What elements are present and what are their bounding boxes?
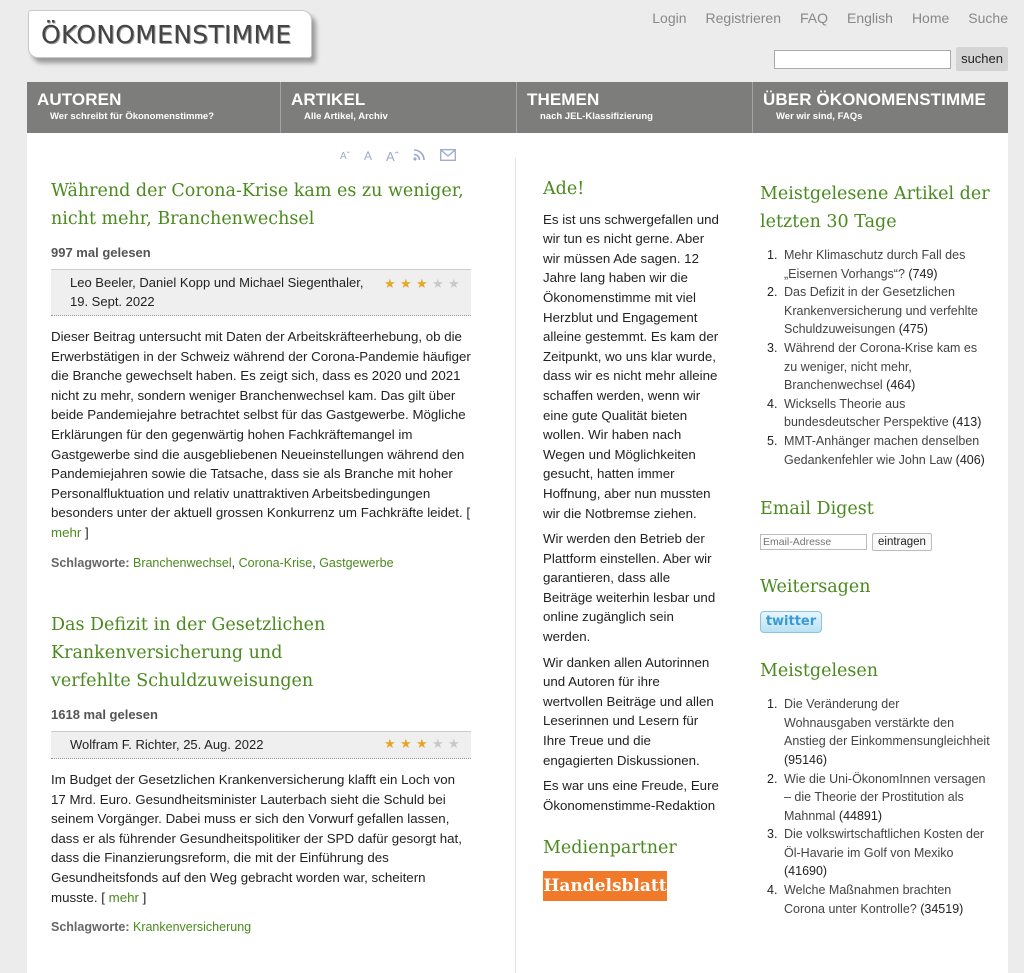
list-count: (413) [952, 415, 982, 430]
site-logo[interactable] [28, 10, 316, 62]
list-link[interactable]: Die volkswirtschaftlichen Kosten der Öl-Havarie im Golf von Mexiko [784, 827, 985, 860]
star-icon[interactable]: ★ [384, 276, 396, 291]
list-link[interactable]: Welche Maßnahmen brachten Corona unter Kontrolle? [784, 883, 952, 916]
article-date: 25. Aug. 2022 [183, 737, 264, 752]
logo-box [28, 10, 312, 58]
decrease-font-icon[interactable]: Aˇ [340, 150, 350, 162]
nav-autoren[interactable] [27, 82, 281, 133]
farewell-paragraph: Wir werden den Betrieb der Plattform einstellen. Aber wir garantieren, dass alle Beiträge weiterhin lesbar und online zugänglich sein werden. [543, 531, 716, 645]
list-item[interactable] [760, 395, 990, 432]
list-item[interactable] [760, 695, 990, 769]
list-count: (475) [898, 322, 928, 337]
list-count: (41690) [784, 864, 828, 879]
star-icon[interactable]: ★ [400, 736, 412, 751]
article-title[interactable]: Das Defizit in der Gesetzlichen Krankenversicherung und verfehlte Schuldzuweisungen [51, 615, 326, 691]
star-icon[interactable]: ★ [416, 736, 428, 751]
list-count: (95146) [784, 752, 828, 767]
list-item[interactable] [760, 770, 990, 826]
home-link[interactable]: Home [911, 10, 950, 26]
handelsblatt-logo[interactable]: Handelsblatt [543, 871, 667, 901]
author-names[interactable]: Wolfram F. Richter, [70, 737, 180, 752]
email-field[interactable] [760, 534, 867, 550]
search-input[interactable] [774, 50, 951, 69]
list-count: (34519) [920, 901, 964, 916]
article-2 [51, 611, 471, 934]
farewell-paragraph: Wir danken allen Autorinnen und Autoren für ihre wertvollen Beiträge und allen Leserinnen und Lesern für Ihre Treue und die engagierten Diskussionen. [543, 654, 714, 768]
email-icon[interactable] [440, 149, 456, 164]
article-1 [51, 177, 471, 570]
search-link[interactable]: Suche [968, 10, 1008, 26]
article-title[interactable]: Während der Corona-Krise kam es zu weniger, nicht mehr, Branchenwechsel [51, 181, 464, 229]
list-number: 1. [767, 248, 778, 262]
tags-label: Schlagworte: [51, 920, 130, 935]
twitter-button[interactable]: twitter [760, 611, 822, 633]
nav-themen[interactable] [517, 82, 753, 133]
article-tools [340, 148, 456, 164]
list-number: 5. [767, 433, 778, 448]
list-item[interactable] [760, 246, 990, 283]
tag-link[interactable]: Gastgewerbe [319, 555, 394, 570]
nav-title: THEMEN [527, 90, 600, 109]
list-item[interactable] [760, 825, 990, 881]
list-number: 4. [767, 883, 778, 898]
tags: Schlagworte: Branchenwechsel, Corona-Krise, Gastgewerbe [51, 555, 394, 570]
read-count: 997 mal gelesen [51, 245, 151, 260]
star-icon[interactable]: ★ [400, 276, 412, 291]
list-link[interactable]: Die Veränderung der Wohnausgaben verstärkte den Anstieg der Einkommensungleichheit [784, 697, 990, 749]
list-count: (464) [886, 378, 916, 393]
tag-link[interactable]: Branchenwechsel [132, 555, 232, 570]
logo-text: ÖKONOMENSTIMME [41, 20, 292, 49]
faq-link[interactable]: FAQ [800, 10, 829, 26]
article-abstract: Dieser Beitrag untersucht mit Daten der Arbeitskräfteerhebung, ob die Erwerbstätigen in der Schweiz während der Corona-Pandemie häufiger die Branche gewechselt haben. Es zeigt sich, dass es 2020 und 2021 nicht zu mehr, sondern weniger Branchenwechsel kam. Das gilt über beide Pandemiejahre betrachtet selbst für das Gastgewerbe. Mögliche Erklärungen für den gegenwärtig hohen Fachkräftemangel im Gastgewerbe sind die ausgebliebenen Neueinstellungen während den Pandemiejahren sowie die Tatsache, dass sie als Branche mit hoher Personalfluktuation und relativ unattraktiven Arbeitsbedingungen besonders unter der aktuell grossen Konkurrenz um Fachkräfte leidet. [ mehr ] [51, 329, 471, 540]
login-link[interactable]: Login [652, 10, 687, 26]
article-abstract: Im Budget der Gesetzlichen Krankenversicherung klafft ein Loch von 17 Mrd. Euro. Gesundheitsminister Lauterbach sieht die Schuld bei seinem Vorgänger. Dabei muss er sich den Vorwurf gefallen lassen, dass er als führender Gesundheitspolitiker der SPD dafür gesorgt hat, dass die Finanzierungsreform, die mit der Einführung des Gesundheitsfonds auf den Weg gebracht worden war, scheitern musste. [ mehr ] [51, 772, 462, 905]
read-count: 1618 mal gelesen [51, 707, 158, 722]
list-count: (406) [955, 452, 985, 467]
tag-link[interactable]: Corona-Krise [238, 555, 313, 570]
subscribe-button[interactable]: eintragen [872, 533, 932, 551]
star-icon[interactable]: ★ [384, 736, 396, 751]
list-link[interactable]: Wicksells Theorie aus bundesdeutscher Perspektive [784, 396, 949, 430]
list-number: 4. [767, 396, 778, 411]
list-item[interactable] [760, 881, 990, 918]
nav-ueber[interactable] [753, 82, 1008, 133]
star-icon[interactable]: ★ [448, 736, 460, 751]
list-link[interactable]: MMT-Anhänger machen denselben Gedankenfehler wie John Law [784, 433, 980, 467]
top-nav [652, 10, 1008, 26]
list-link[interactable]: Während der Corona-Krise kam es zu weniger, nicht mehr, Branchenwechsel [784, 340, 978, 393]
english-link[interactable]: English [847, 10, 893, 26]
nav-subtitle: Wer wir sind, FAQs [776, 111, 863, 122]
list-number: 1. [767, 697, 778, 712]
farewell-paragraph: Es ist uns schwergefallen und wir tun es nicht gerne. Aber wir müssen Ade sagen. 12 Jahre lang haben wir die Ökonomenstimme mit viel Herzblut und Engagement alleine gestemmt. Es kam der Zeitpunkt, wo uns klar wurde, dass wir es nicht mehr alleine schaffen werden, wenn wir eine gute Qualität bieten wollen. Wir haben nach Wegen und Möglichkeiten gesucht, hatten immer Hoffnung, aber nun mussten wir die Notbremse ziehen. [543, 211, 719, 521]
search-form [774, 47, 1008, 71]
list-link[interactable]: Das Defizit in der Gesetzlichen Krankenversicherung und verfehlte Schuldzuweisungen [784, 285, 978, 337]
farewell-paragraph: Es war uns eine Freude, Eure Ökonomenstimme-Redaktion [543, 778, 719, 813]
list-number: 2. [767, 771, 778, 786]
search-button[interactable]: suchen [956, 47, 1008, 71]
tags [51, 920, 471, 934]
most-read-title: Meistgelesen [760, 661, 879, 682]
star-icon[interactable]: ★ [432, 736, 444, 751]
more-link[interactable]: mehr [108, 889, 139, 905]
share-title: Weitersagen [760, 577, 871, 598]
abstract-text: Im Budget der Gesetzlichen Krankenversicherung klafft ein Loch von 17 Mrd. Euro. Gesundheitsminister Lauterbach sieht die Schuld bei seinem Vorgänger. Dabei muss er sich den Vorwurf gefallen lassen, dass er als führender Gesundheitspolitiker der SPD dafür gesorgt hat, dass die Finanzierungsreform, die mit der Einführung des Gesundheitsfonds auf den Weg gebracht worden war, scheitern musste. [51, 772, 462, 905]
nav-title: ÜBER ÖKONOMENSTIMME [763, 90, 986, 109]
tag-link[interactable]: Krankenversicherung [132, 920, 252, 935]
author-bar [51, 269, 471, 316]
most-read-30-list [760, 246, 990, 469]
list-link[interactable]: Wie die Uni-ÖkonomInnen versagen – die Theorie der Prostitution als Mahnmal [784, 771, 986, 823]
email-digest-form [760, 533, 990, 551]
list-item[interactable] [760, 283, 990, 339]
author-names[interactable]: Leo Beeler, Daniel Kopp [70, 275, 211, 290]
abstract-text: Dieser Beitrag untersucht mit Daten der Arbeitskräfteerhebung, ob die Erwerbstätigen in der Schweiz während der Corona-Pandemie häufiger die Branche gewechselt haben. Es zeigt sich, dass es 2020 und 2021 nicht zu mehr, sondern weniger Branchenwechsel kam. Das gilt über beide Pandemiejahre betrachtet selbst für das Gastgewerbe. Mögliche Erklärungen für den gegenwärtig hohen Fachkräftemangel im Gastgewerbe sind die ausgebliebenen Neueinstellungen während den Pandemiejahren sowie die Tatsache, dass sie als Branche mit hoher Personalfluktuation und relativ unattraktiven Arbeitsbedingungen besonders unter der aktuell grossen Konkurrenz um Fachkräfte leidet. [51, 329, 471, 521]
list-item[interactable] [760, 339, 990, 395]
rating-stars[interactable] [384, 738, 463, 750]
list-count: (749) [908, 266, 938, 281]
increase-font-icon[interactable]: Aˆ [386, 148, 400, 164]
rating-stars[interactable] [384, 278, 463, 290]
nav-subtitle: Alle Artikel, Archiv [304, 111, 388, 122]
author-bar [51, 731, 471, 759]
rss-icon[interactable] [413, 148, 426, 164]
most-read-list [760, 695, 990, 918]
farewell-column [543, 180, 723, 901]
author-and: und [213, 275, 236, 290]
nav-subtitle: nach JEL-Klassifizierung [540, 111, 653, 122]
nav-subtitle: Wer schreibt für Ökonomenstimme? [50, 111, 214, 122]
article-date: 19. Sept. 2022 [70, 294, 155, 309]
nav-title: AUTOREN [37, 90, 122, 109]
nav-artikel[interactable] [281, 82, 517, 133]
nav-title: ARTIKEL [291, 90, 366, 109]
most-read-30-title: Meistgelesene Artikel der letzten 30 Tage [760, 184, 990, 232]
reset-font-icon[interactable]: A [364, 149, 373, 163]
list-item[interactable] [760, 432, 990, 469]
column-divider [515, 158, 516, 973]
star-icon[interactable]: ★ [432, 276, 444, 291]
register-link[interactable]: Registrieren [705, 10, 781, 26]
main-nav [27, 82, 1008, 133]
tags-label: Schlagworte: [51, 555, 130, 570]
list-number: 3. [767, 340, 778, 355]
author-names-2[interactable]: Michael Siegenthaler, [239, 275, 364, 290]
star-icon[interactable]: ★ [416, 276, 428, 291]
list-number: 3. [767, 827, 778, 842]
star-icon[interactable]: ★ [448, 276, 460, 291]
more-link[interactable]: mehr [51, 524, 82, 540]
email-digest-title: Email Digest [760, 499, 874, 520]
list-count: (44891) [838, 808, 882, 823]
list-link[interactable]: Mehr Klimaschutz durch Fall des „Eisernen Vorhangs“? [784, 248, 966, 281]
right-sidebar [760, 180, 990, 918]
list-number: 2. [767, 285, 778, 300]
media-partner-title: Medienpartner [543, 838, 677, 859]
farewell-title: Ade! [543, 179, 585, 199]
